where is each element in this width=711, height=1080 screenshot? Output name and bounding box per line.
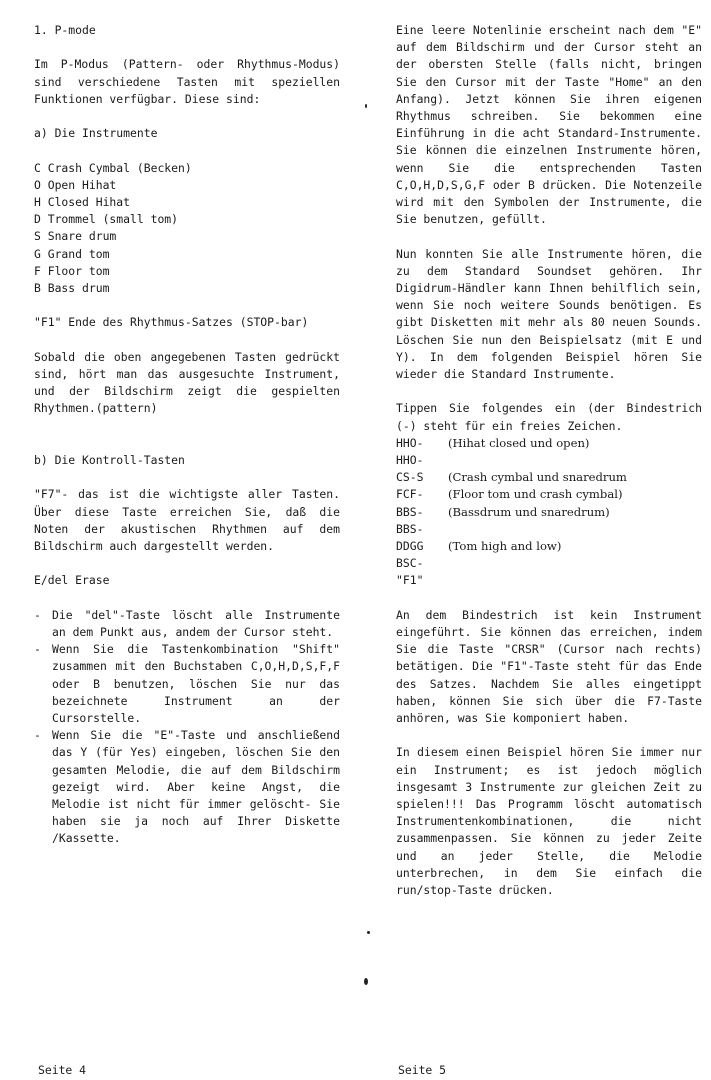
list-item: H Closed Hihat	[34, 194, 131, 209]
print-mark	[367, 931, 370, 934]
sobald-paragraph: Sobald die oben angegebenen Tasten gedrückt sind, hört man das ausgesuchte Instrument, und der Bildschirm zeigt die gespielten Rhythmen.(pattern)	[34, 349, 340, 416]
typing-code: DDGG	[396, 539, 424, 554]
list-item: C Crash Cymbal (Becken)	[34, 160, 192, 175]
typing-code: BSC-	[396, 556, 424, 571]
f7-paragraph: "F7"- das ist die wichtigste aller Tasten. Über diese Taste erreichen Sie, daß die Noten der akustischen Rhythmen auf dem Bildschirm auch dargestellt werden.	[34, 487, 340, 553]
typing-code: CS-S	[396, 470, 424, 485]
list-item: G Grand tom	[34, 246, 110, 261]
typing-code: FCF-	[396, 487, 424, 502]
erase-heading: E/del Erase	[34, 573, 110, 588]
typing-code: HHO-	[396, 435, 424, 450]
left-column	[34, 22, 340, 848]
paragraph-1: Eine leere Notenlinie erscheint nach dem "E" auf dem Bildschirm und der Cursor steht an der obersten Stelle (falls nicht, bringen Sie den Cursor mit der Taste "Home" an den Anfang). Jetzt können Sie ihren eigenen Rhythmus schreiben. Sie bekommen eine Einführung in die acht Standard-Instrumente. Sie können die einzelnen Instrumente hören, wenn Sie die entsprechenden Tasten C,O,H,D,S,G,F oder B drücken. Die Notenzeile wird mit den Symbolen der Instrumente, die Sie benutzen, gefüllt.	[396, 23, 702, 227]
paragraph-4: An dem Bindestrich ist kein Instrument eingeführt. Sie können das erreichen, indem Sie die Taste "CRSR" (Cursor nach rechts) betätigen. Die "F1"-Taste steht für das Ende des Satzes. Nachdem Sie alles eingetippt haben, können Sie sich über die F7-Taste anhören, was Sie komponiert haben.	[396, 607, 702, 726]
typing-code: HHO-	[396, 453, 424, 468]
typing-code: BBS-	[396, 521, 424, 536]
paragraph-3: Tippen Sie folgendes ein (der Bindestrich (-) steht für ein freies Zeichen.	[396, 401, 702, 433]
typing-note: (Floor tom und crash cymbal)	[448, 487, 623, 502]
typing-code: "F1"	[396, 573, 424, 588]
instrument-list	[34, 160, 340, 298]
typing-note: (Crash cymbal und snaredrum	[448, 470, 627, 485]
typing-note	[448, 521, 702, 538]
paragraph-5: In diesem einen Beispiel hören Sie immer nur ein Instrument; es ist jedoch möglich insgesamt 3 Instrumente zur gleichen Zeit zu spielen!!! Das Programm löscht automatisch Instrumentenkombinationen, die nicht zusammenpassen. Sie können zu jeder Zeite und an jeder Stelle, die Melodie unterbrechen, in dem Sie einfach die run/stop-Taste drücken.	[396, 745, 702, 898]
paragraph-2: Nun konnten Sie alle Instrumente hören, die zu dem Standard Soundset gehören. Ihr Digidrum-Händler kann Ihnen behilflich sein, wenn Sie noch weitere Sounds benötigen. Es gibt Disketten mit mehr als 80 neuen Sounds. Löschen Sie nun den Beispielsatz (mit E und Y). In dem folgenden Beispiel hören Sie wieder die Standard Instrumente.	[396, 246, 702, 382]
typing-code: BBS-	[396, 504, 424, 519]
list-item: S Snare drum	[34, 229, 117, 244]
f1-description: "F1" Ende des Rhythmus-Satzes (STOP-bar)	[34, 315, 309, 330]
typing-note: (Hihat closed und open)	[448, 435, 590, 450]
list-item: B Bass drum	[34, 281, 110, 295]
bullet-item: - Wenn Sie die Tastenkombination "Shift" zusammen mit den Buchstaben C,O,H,D,S,F,F oder B benutzen, löschen Sie nur das bezeichnete Instrument an der Cursorstelle.	[34, 641, 340, 727]
print-mark	[364, 978, 368, 985]
list-item: F Floor tom	[34, 263, 110, 278]
page-number-left: Seite 4	[38, 1063, 87, 1077]
control-keys-heading: b) Die Kontroll-Tasten	[34, 452, 185, 467]
intro-paragraph: Im P-Modus (Pattern- oder Rhythmus-Modus) sind verschiedene Tasten mit speziellen Funktionen verfügbar. Diese sind:	[34, 57, 340, 106]
typing-note: (Bassdrum und snaredrum)	[448, 504, 610, 519]
instruments-heading: a) Die Instrumente	[34, 126, 158, 141]
print-mark	[365, 104, 367, 108]
typing-note	[448, 555, 702, 572]
list-item: O Open Hihat	[34, 177, 117, 192]
section-heading: 1. P-mode	[34, 23, 96, 37]
page-number-right: Seite 5	[398, 1063, 447, 1077]
bullet-item: - Die "del"-Taste löscht alle Instrumente an dem Punkt aus, andem der Cursor steht.	[34, 607, 340, 641]
bullet-item: - Wenn Sie die "E"-Taste und anschließend das Y (für Yes) eingeben, löschen Sie den gesamten Melodie, die auf dem Bildschirm gezeigt wird. Aber keine Angst, die Melodie ist nicht für immer gelöscht- Sie haben sie ja noch auf Ihrer Diskette /Kassette.	[34, 727, 340, 847]
right-column	[396, 22, 702, 899]
typing-note: (Tom high and low)	[448, 539, 562, 554]
typing-note	[448, 572, 702, 589]
typing-note	[448, 452, 702, 469]
list-item: D Trommel (small tom)	[34, 212, 179, 227]
typing-example	[396, 435, 702, 590]
